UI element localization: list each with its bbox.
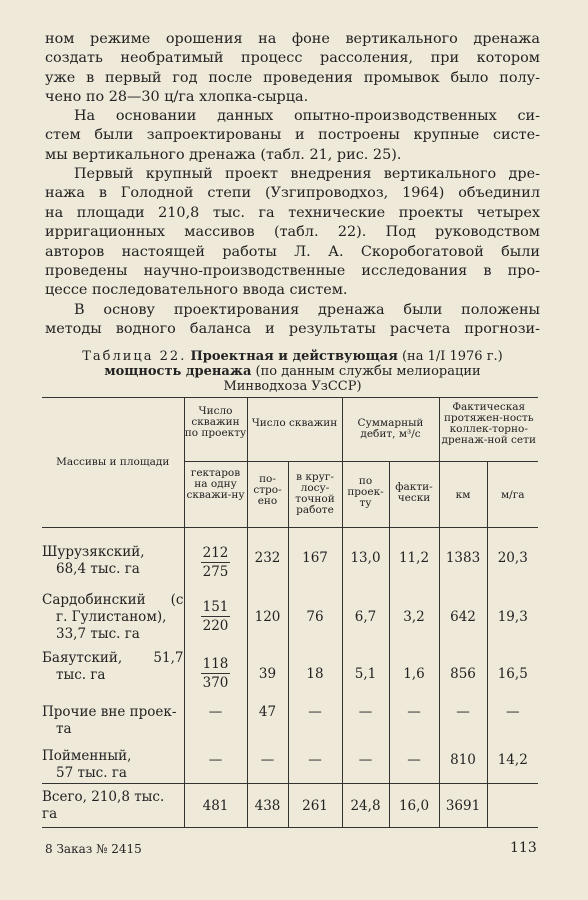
table-row [42,702,538,738]
text-line: мы вертикального дренажа (табл. 21, рис. 25). [45,146,402,163]
print-order-mark: 8 Заказ № 2415 [45,842,142,856]
fraction-top: 212 [202,545,229,562]
fraction [201,544,231,581]
text-line: уже в первый год после проведения промывок было полу- [45,69,540,86]
cell-d-proj: 24,8 [342,784,389,828]
caption-bold: Проектная и действующая [190,349,398,364]
row-name: 68,4 тыс. га [56,561,140,577]
cell-built: 120 [247,588,288,646]
paragraph-2 [45,107,540,165]
cell-p: — [184,702,247,738]
page-number: 113 [510,840,537,856]
cell-km: 810 [439,738,487,784]
header-po-proektu: по проек-ту [342,462,389,528]
cell-km: 1383 [439,528,487,588]
header-fakt: Фактическая протяжен-ность коллек-торно-дренаж-ной сети [439,398,538,462]
text-line: чено по 28—30 ц/га хлопка-сырца. [45,89,309,106]
cell-mga: 20,3 [487,528,538,588]
text-line: создать необратимый процесс рассоления, при котором [45,50,540,67]
cell-built: — [247,738,288,784]
row-name: тыс. га [56,666,106,683]
cell-d-fact: 16,0 [389,784,439,828]
cell-d-fact: — [389,702,439,738]
text-line: нажа в Голодной степи (Узгипроводхоз, 1964) объединил [45,185,540,202]
header-m-ga: м/га [487,462,538,528]
cell-built: 39 [247,646,288,702]
data-table [42,397,538,828]
text-line: цессе последовательного ввода систем. [45,282,348,299]
header-fakticheski: факти-чески [389,462,439,528]
text-line: ном режиме орошения на фоне вертикального дренажа [45,31,540,47]
text-line: проведены научно-производственные исследования в про- [45,263,540,280]
cell-km: 856 [439,646,487,702]
row-name: Пойменный, [42,747,132,764]
header-postroeno: по-стро-ено [247,462,288,528]
table-row [42,588,538,646]
paragraph-4 [45,301,540,340]
table-row-total [42,784,538,828]
text-line: авторов настоящей работы Л. А. Скоробогатовой были [45,243,540,260]
caption-label: Таблица 22. [82,349,187,364]
header-massivy: Массивы и площади [56,456,170,468]
table-row [42,646,538,702]
cell-round: — [288,738,342,784]
fraction-bottom: 370 [202,675,229,691]
text-line: В основу проектирования дренажа были положены [74,302,540,318]
header-summarnyi: Суммарный дебит, м³/с [342,398,439,462]
cell-d-proj: 6,7 [342,588,389,646]
header-chislo-proekt: Число скважин по проекту [184,398,247,462]
cell-d-fact: — [389,738,439,784]
cell-km: — [439,702,487,738]
cell-d-fact: 1,6 [389,646,439,702]
fraction [201,598,231,635]
cell-d-fact: 3,2 [389,588,439,646]
row-name: г. Гулистаном), [56,608,167,625]
cell-round: 167 [288,528,342,588]
header-chislo-skvazhin: Число скважин [247,398,342,462]
row-name: Прочие вне проек- [42,703,177,720]
row-name: Баяутский, 51,7 [42,649,184,666]
fraction-top: 118 [202,656,229,672]
fraction [201,655,231,692]
cell-mga: 16,5 [487,646,538,702]
cell-round: 261 [288,784,342,828]
cell-mga: 19,3 [487,588,538,646]
cell-d-proj: 13,0 [342,528,389,588]
row-name: Сардобинский (с [42,591,184,608]
text-line: на площади 210,8 тыс. га технические проекты четырех [45,204,540,221]
row-name: Всего, 210,8 тыс. га [42,788,165,822]
cell-built: 438 [247,784,288,828]
caption-text: Минводхоза УзССР) [223,379,362,394]
fraction-top: 151 [202,599,229,615]
cell-round: — [288,702,342,738]
text-line: ирригационных массивов (табл. 22). Под руководством [45,224,540,241]
header-km: км [439,462,487,528]
row-name: 33,7 тыс. га [56,625,140,642]
cell-km: 642 [439,588,487,646]
cell-round: 18 [288,646,342,702]
cell-p: — [184,738,247,784]
caption-bold: мощность дренажа [104,364,252,379]
table-row [42,528,538,588]
cell-mga: 14,2 [487,738,538,784]
text-line: методы водного баланса и результаты расчета прогнози- [45,321,540,338]
cell-d-proj: 5,1 [342,646,389,702]
cell-built: 47 [247,702,288,738]
header-gektarov: гектаров на одну скважи-ну [184,462,247,528]
table-caption [45,349,540,394]
fraction-bottom: 275 [202,564,229,581]
cell-round: 76 [288,588,342,646]
table-row [42,738,538,784]
cell-mga: — [487,702,538,738]
text-line: стем были запроектированы и построены крупные систе- [45,127,540,144]
header-v-krugl: в круг-лосу-точной работе [288,462,342,528]
paragraph-1 [45,30,540,108]
cell-d-fact: 11,2 [389,528,439,588]
row-name: 57 тыс. га [56,764,127,781]
cell-p: 481 [184,784,247,828]
cell-d-proj: — [342,738,389,784]
text-line: Первый крупный проект внедрения вертикального дре- [74,166,540,182]
fraction-bottom: 220 [202,618,229,634]
cell-km: 3691 [439,784,487,828]
paragraph-3 [45,165,540,301]
cell-d-proj: — [342,702,389,738]
row-name: Шурузякский, [42,544,145,560]
cell-mga [487,784,538,828]
caption-text: (по данным службы мелиорации [255,364,481,379]
text-line: На основании данных опытно-производственных си- [74,108,540,124]
caption-text: (на 1/I 1976 г.) [401,349,503,364]
row-name: та [56,720,72,737]
cell-built: 232 [247,528,288,588]
